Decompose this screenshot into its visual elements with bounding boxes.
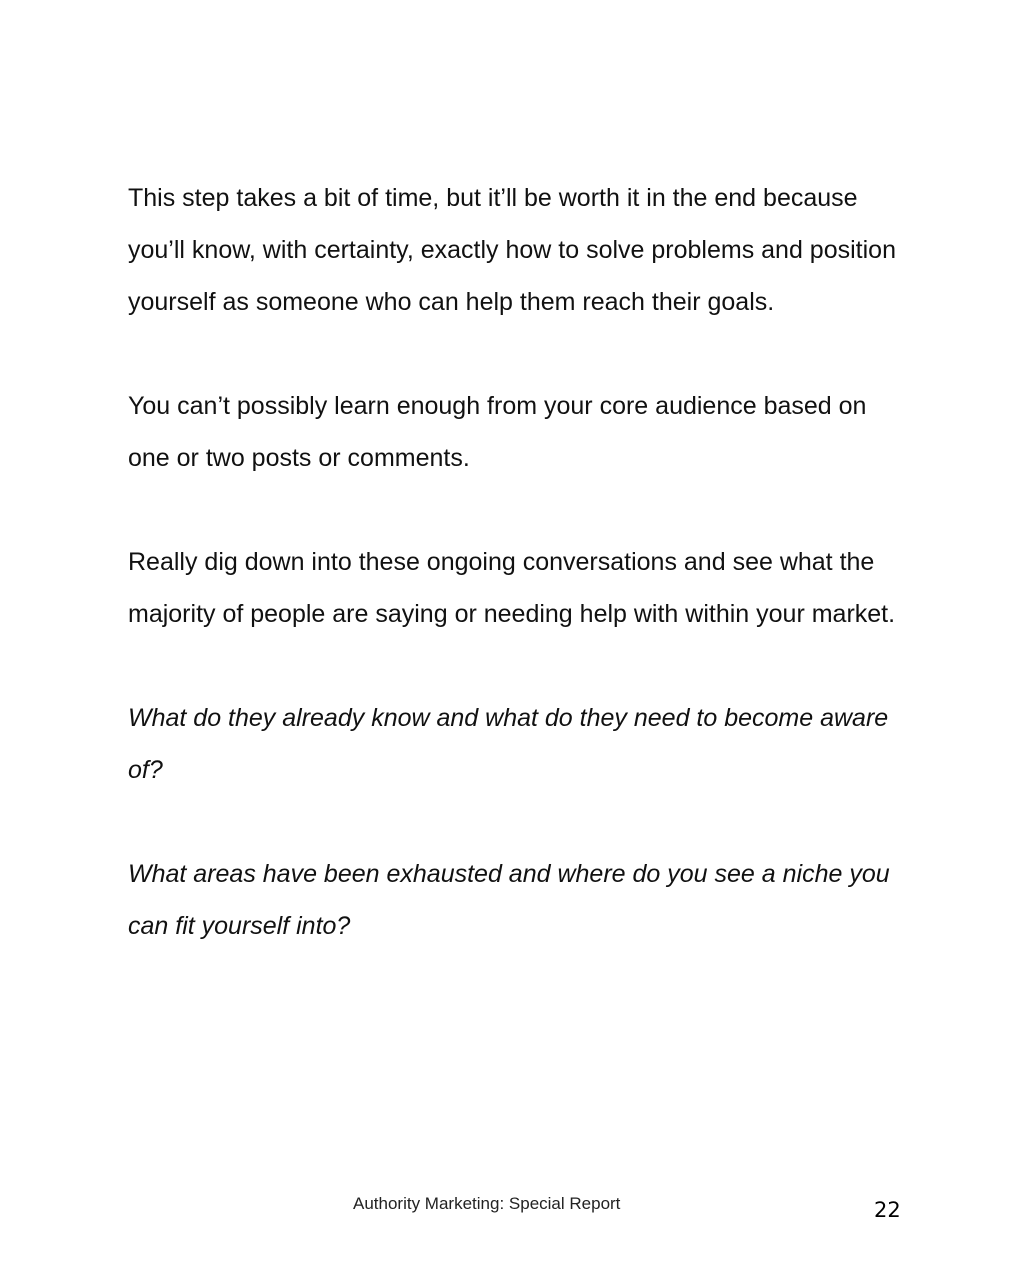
italic-question-awareness: What do they already know and what do they need to become aware of? [128,704,889,784]
paragraph-time-investment: This step takes a bit of time, but it’ll be worth it in the end because you’ll know, with certainty, exactly how to solve problems and position yourself as someone who can help them reach their goals. [128,184,896,316]
page-number: 22 [874,1198,901,1222]
paragraph-core-audience: You can’t possibly learn enough from your core audience based on one or two posts or comments. [128,392,867,472]
body-text [128,172,908,1004]
footer-report-title: Authority Marketing: Special Report [353,1194,621,1213]
italic-question-niche: What areas have been exhausted and where do you see a niche you can fit yourself into? [128,860,890,940]
paragraph-dig-down: Really dig down into these ongoing conversations and see what the majority of people are saying or needing help with within your market. [128,548,896,628]
